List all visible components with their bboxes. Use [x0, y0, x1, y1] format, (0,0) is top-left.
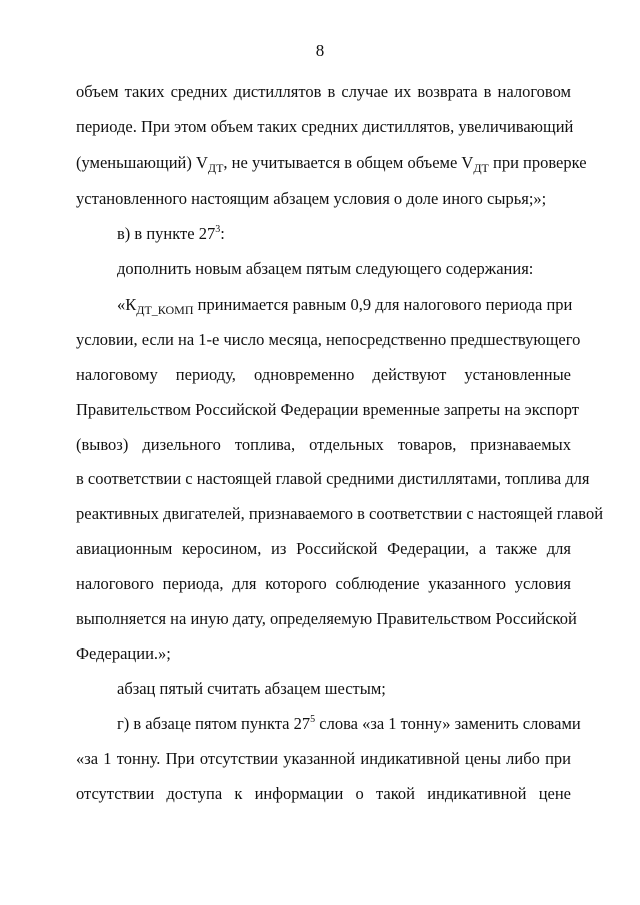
text-line: авиационным керосином, из Российской Федерации, а также для	[76, 539, 571, 558]
text-segment: , не учитывается в общем объеме V	[223, 153, 474, 172]
text-line: периоде. При этом объем таких средних дистиллятов, увеличивающий	[76, 117, 574, 136]
text-line: «за 1 тонну. При отсутствии указанной индикативной цены либо при	[76, 749, 571, 768]
superscript: 5	[310, 714, 316, 725]
text-segment: г) в абзаце пятом пункта 27	[117, 714, 311, 733]
text-line: (вывоз) дизельного топлива, отдельных товаров, признаваемых	[76, 435, 571, 454]
text-line	[117, 224, 571, 244]
text-line: абзац пятый считать абзацем шестым;	[117, 679, 386, 698]
text-line: Правительством Российской Федерации временные запреты на экспорт	[76, 400, 579, 419]
text-line: условии, если на 1-е число месяца, непосредственно предшествующего	[76, 330, 581, 349]
text-segment: :	[220, 224, 225, 243]
text-segment: при проверке	[488, 153, 587, 172]
text-line: отсутствии доступа к информации о такой индикативной цене	[76, 784, 571, 803]
subscript: ДТ	[207, 161, 224, 175]
text-line: налогового периода, для которого соблюдение указанного условия	[76, 574, 571, 593]
subscript: ДТ_КОМП	[136, 303, 194, 317]
text-line: реактивных двигателей, признаваемого в соответствии с настоящей главой	[76, 504, 604, 523]
text-line	[117, 714, 581, 734]
text-segment: «К	[117, 295, 137, 314]
text-line	[76, 153, 587, 175]
text-line	[117, 295, 571, 315]
text-segment: принимается равным 0,9 для налогового периода при	[193, 295, 573, 314]
text-line: дополнить новым абзацем пятым следующего содержания:	[117, 259, 534, 278]
text-segment: (уменьшающий) V	[76, 153, 208, 172]
text-line: Федерации.»;	[76, 644, 171, 663]
subscript: ДТ	[473, 161, 489, 175]
text-line: выполняется на иную дату, определяемую Правительством Российской	[76, 609, 577, 628]
text-segment: в) в пункте 27	[117, 224, 216, 243]
page-number: 8	[315, 41, 325, 60]
text-line: установленного настоящим абзацем условия о доле иного сырья;»;	[76, 189, 547, 208]
text-line: объем таких средних дистиллятов в случае их возврата в налоговом	[76, 82, 571, 101]
text-line: в соответствии с настоящей главой средними дистиллятами, топлива для	[76, 469, 590, 488]
text-line: налоговому периоду, одновременно действуют установленные	[76, 365, 571, 384]
text-segment: слова «за 1 тонну» заменить словами	[315, 714, 581, 733]
superscript: 3	[215, 224, 221, 235]
